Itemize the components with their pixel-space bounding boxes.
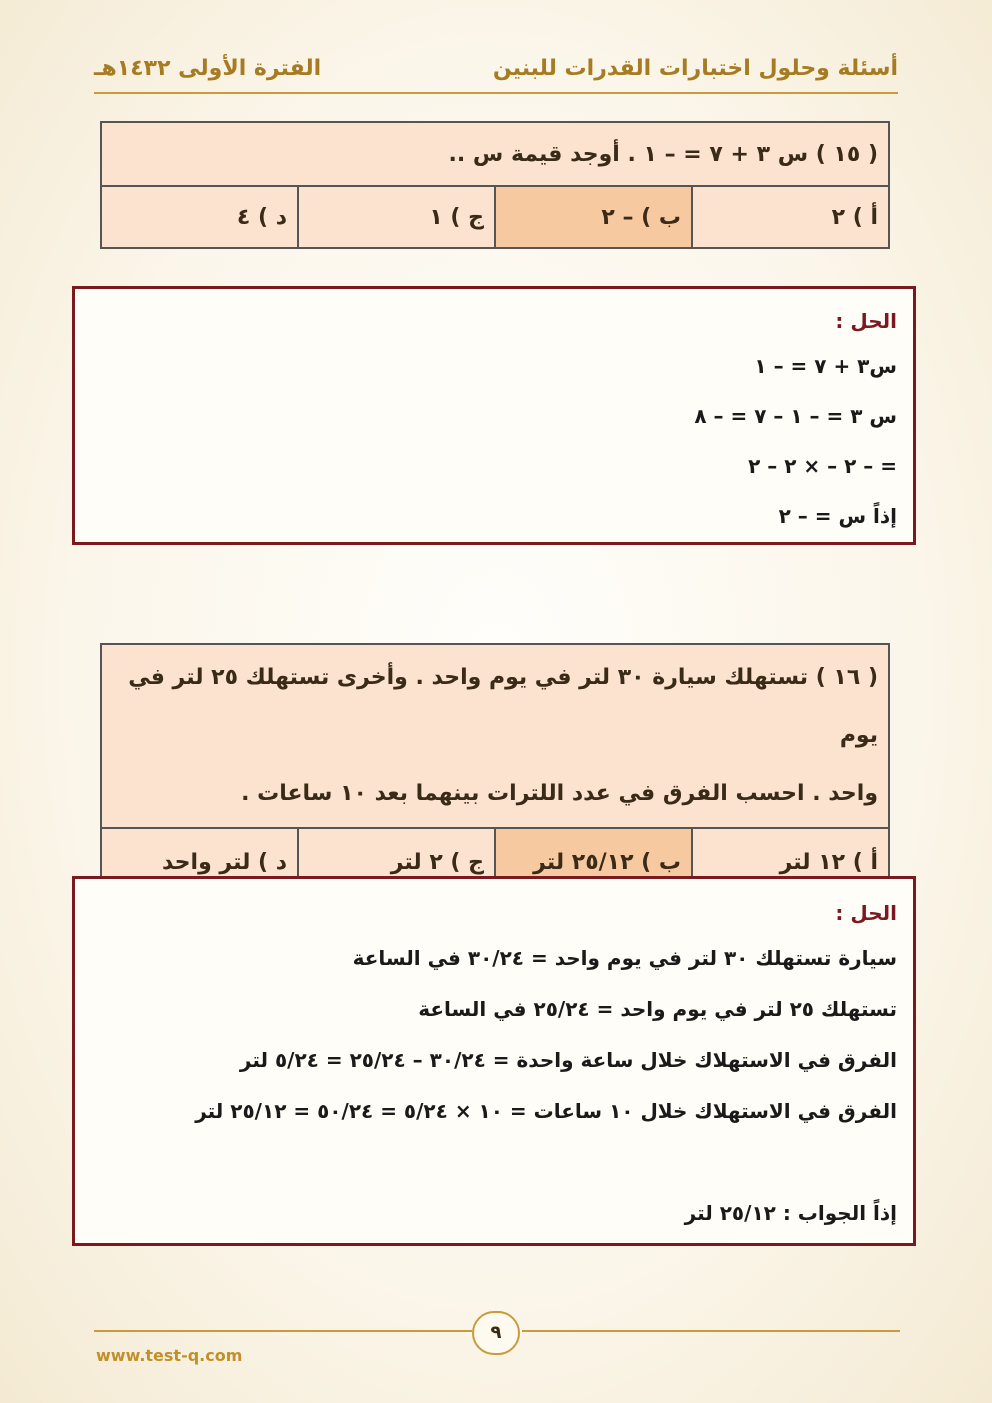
q16-option-b-correct[interactable]: ب ) ٢٥/١٢ لتر	[495, 828, 692, 896]
solution-16-spacer	[91, 1137, 897, 1188]
solution-15-title: الحل :	[835, 309, 897, 333]
solution-16-line: تستهلك ٢٥ لتر في يوم واحد = ٢٥/٢٤ في الساعة	[418, 997, 897, 1021]
solution-16-line: الفرق في الاستهلاك خلال ساعة واحدة = ٣٠/٢٤ – ٢٥/٢٤ = ٥/٢٤ لتر	[239, 1048, 897, 1072]
header-title: أسئلة وحلول اختبارات القدرات للبنين	[492, 56, 898, 81]
q16-option-c[interactable]: ج ) ٢ لتر	[298, 828, 495, 896]
footer-divider-right	[522, 1330, 900, 1332]
solution-15-line: س٣ + ٧ = – ١	[754, 354, 897, 378]
q15-option-a[interactable]: أ ) ٢	[692, 186, 889, 248]
q15-option-b-correct[interactable]: ب ) – ٢	[495, 186, 692, 248]
solution-16-answer: إذاً الجواب : ٢٥/١٢ لتر	[684, 1201, 897, 1225]
solution-15-line: س ٣ = – ١ – ٧ = – ٨	[694, 404, 897, 428]
solution-16-line: الفرق في الاستهلاك خلال ١٠ ساعات = ١٠ × ٥/٢٤ = ٥٠/٢٤ = ٢٥/١٢ لتر	[195, 1099, 897, 1123]
footer-divider-left	[94, 1330, 472, 1332]
question-15-table	[100, 121, 890, 249]
question-15-text: ( ١٥ ) س ٣ + ٧ = – ١ . أوجد قيمة س ..	[101, 122, 889, 186]
header-divider	[94, 92, 898, 94]
solution-15-box	[72, 286, 916, 545]
q15-option-d[interactable]: د ) ٤	[101, 186, 298, 248]
website-link[interactable]: www.test-q.com	[96, 1346, 243, 1365]
solution-15-answer: إذاً س = – ٢	[778, 504, 897, 528]
q15-option-c[interactable]: ج ) ١	[298, 186, 495, 248]
q16-option-a[interactable]: أ ) ١٢ لتر	[692, 828, 889, 896]
question-16-table	[100, 643, 890, 897]
question-16-line-1: ( ١٦ ) تستهلك سيارة ٣٠ لتر في يوم واحد . وأخرى تستهلك ٢٥ لتر في يوم	[128, 665, 878, 748]
q16-option-d[interactable]: د ) لتر واحد	[101, 828, 298, 896]
question-16-line-2: واحد . احسب الفرق في عدد اللترات بينهما بعد ١٠ ساعات .	[241, 781, 878, 806]
solution-16-box	[72, 876, 916, 1246]
solution-15-line: = – ٢ – × ٢ – ٢	[748, 454, 897, 478]
page-number: ٩	[472, 1311, 520, 1355]
solution-16-line: سيارة تستهلك ٣٠ لتر في يوم واحد = ٣٠/٢٤ في الساعة	[352, 946, 897, 970]
question-16-text	[101, 644, 889, 828]
header-period: الفترة الأولى ١٤٣٢هـ	[94, 56, 322, 81]
solution-16-title: الحل :	[835, 901, 897, 925]
